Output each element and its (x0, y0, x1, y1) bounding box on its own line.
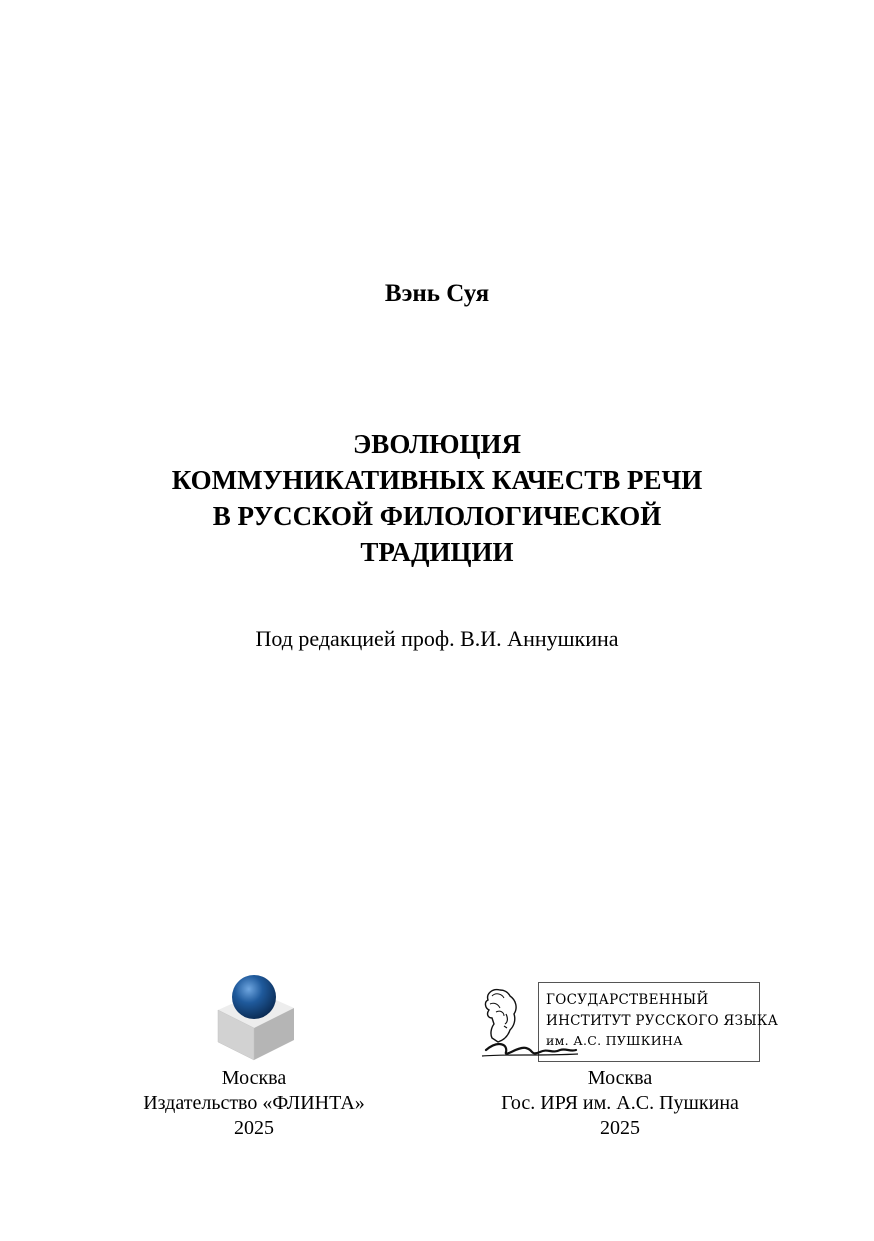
book-title (0, 426, 874, 570)
publisher-city: Москва (587, 1067, 653, 1089)
publisher-left-imprint (120, 1066, 388, 1141)
title-line: КОММУНИКАТИВНЫХ КАЧЕСТВ РЕЧИ (171, 465, 703, 495)
editor-credit: Под редакцией проф. В.И. Аннушкина (255, 626, 619, 651)
logo-text-line: ГОСУДАРСТВЕННЫЙ (546, 992, 709, 1008)
publication-year: 2025 (234, 1117, 274, 1139)
publisher-name: Гос. ИРЯ им. А.С. Пушкина (501, 1092, 739, 1114)
title-line: ЭВОЛЮЦИЯ (353, 429, 521, 459)
title-line: В РУССКОЙ ФИЛОЛОГИЧЕСКОЙ (212, 501, 662, 531)
publisher-right-imprint (470, 1066, 770, 1141)
logo-text-line: ИНСТИТУТ РУССКОГО ЯЗЫКА (546, 1013, 779, 1029)
logo-text-line: им. А.С. ПУШКИНА (546, 1033, 683, 1048)
publisher-city: Москва (221, 1067, 287, 1089)
title-line: ТРАДИЦИИ (360, 537, 514, 567)
flinta-logo-icon (214, 970, 298, 1062)
publisher-name: Издательство «ФЛИНТА» (143, 1092, 365, 1114)
author-name: Вэнь Суя (384, 280, 490, 307)
pushkin-institute-logo (478, 982, 779, 1064)
publication-year: 2025 (600, 1117, 640, 1139)
